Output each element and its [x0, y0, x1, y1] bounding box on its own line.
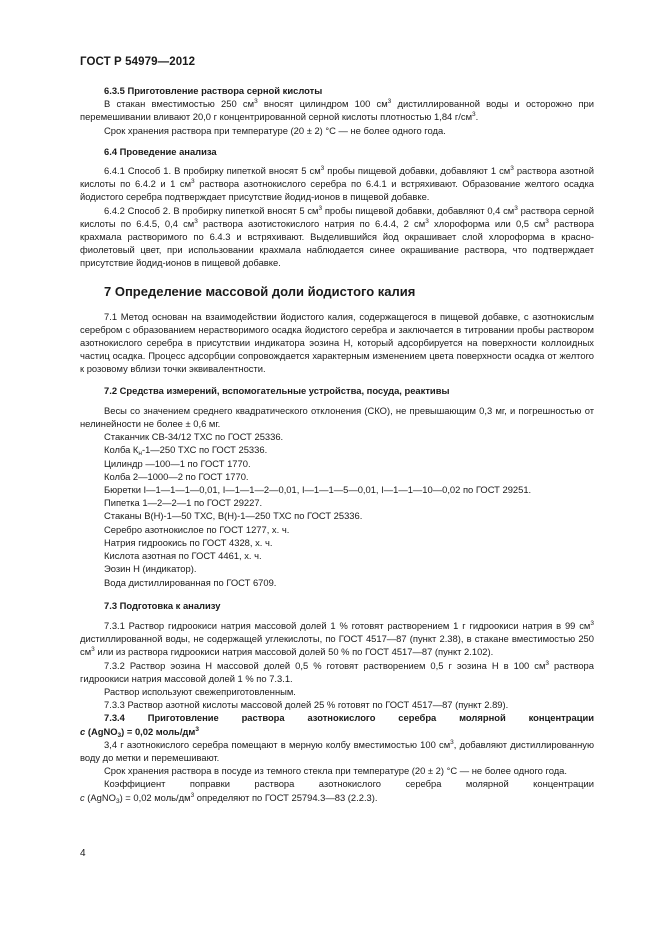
list-item: Колба $К_н-1—250$ ТХС по ГОСТ 25336. [104, 444, 268, 458]
document-body [80, 84, 594, 804]
list-item: Стаканы В(Н)-1—50 ТХС, В(Н)-1—250 ТХС по ГОСТ 25336. [104, 510, 363, 522]
paragraph: 7.1 Метод основан на взаимодействии йодистого калия, содержащегося в пищевой добавке, с азотнокислым серебром с образованием нерастворимого осадка йодистого серебра и заключается в титровании пробы раствором азотнокислого серебра в присутствии индикатора эозина Н, который адсорбируется на поверхности коллоидных частиц осадка. Процесс адсорбции сопровождается характерным изменением цвета поверхности осадка от желтого к розовому вблизи точки эквивалентности. [80, 310, 594, 375]
page-number: 4 [80, 848, 86, 859]
paragraph: 7.3.2 Раствор эозина Н массовой долей 0,5 % готовят растворением 0,5 г эозина Н в 100 $см^3$ раствора гидроокиси натрия массовой долей 1 % по 7.3.1. [80, 659, 594, 684]
paragraph: Весы со значением среднего квадратического отклонения (СКО), не превышающим 0,3 мг, и погрешностью от нелинейности не более ± 0,6 мг. [80, 404, 594, 430]
paragraph: Срок хранения раствора при температуре (20 ± 2) °С — не более одного года. [104, 124, 446, 136]
list-item: Эозин Н (индикатор). [104, 563, 197, 575]
section-heading-7-2: 7.2 Средства измерений, вспомогательные устройства, посуда, реактивы [104, 384, 450, 396]
document-header: ГОСТ Р 54979—2012 [80, 56, 196, 68]
paragraph: c (AgNO$_3$) = 0,02 моль/$дм^3$ определяют по ГОСТ 25794.3—83 (2.2.3). [80, 791, 378, 805]
paragraph: 6.4.1 Способ 1. В пробирку пипеткой вносят 5 $см^3$ пробы пищевой добавки, добавляют 1 $см^3$ раствора азотной кислоты по 6.4.2 и 1 $см^3$ раствора азотнокислого серебра по 6.4.1 и встряхивают. Образование желтого осадка йодистого серебра подтверждает присутствие йодид-ионов в пищевой добавке. [80, 165, 594, 203]
list-item: Бюретки I—1—1—1—0,01, I—1—1—2—0,01, I—1—1—5—0,01, I—1—1—10—0,02 по ГОСТ 29251. [104, 484, 532, 496]
subsection-heading-7-3-4: 7.3.4 Приготовление раствора азотнокислого серебра молярной концентрации [104, 712, 594, 724]
paragraph: 7.3.3 Раствор азотной кислоты массовой долей 25 % готовят по ГОСТ 4517—87 (пункт 2.89). [104, 699, 509, 711]
paragraph: Срок хранения раствора в посуде из темного стекла при температуре (20 ± 2) °С — не более одного года. [104, 765, 568, 777]
list-item: Вода дистиллированная по ГОСТ 6709. [104, 576, 277, 588]
paragraph: 7.3.1 Раствор гидроокиси натрия массовой долей 1 % готовят растворением 1 г гидроокиси натрия в 99 $см^3$ дистиллированной воды, не содержащей углекислоты, по ГОСТ 4517—87 (пункт 2.38), в стакане вместимостью 250 $см^3$ или из раствора гидроокиси натрия массовой долей 50 % по ГОСТ 4517—87 (пункт 2.102). [80, 619, 594, 658]
list-item: Цилиндр —100—1 по ГОСТ 1770. [104, 457, 251, 469]
list-item: Пипетка 1—2—2—1 по ГОСТ 29227. [104, 497, 263, 509]
paragraph: В стакан вместимостью 250 $см^3$ вносят цилиндром 100 $см^3$ дистиллированной воды и осторожно при перемешивании вливают 20,0 г концентрированной серной кислоты плотностью 1,84 $г/см^3$. [80, 98, 595, 123]
section-heading-6-4: 6.4 Проведение анализа [104, 145, 217, 157]
list-item: Натрия гидроокись по ГОСТ 4328, х. ч. [104, 536, 273, 548]
list-item: Стаканчик СВ-34/12 ТХС по ГОСТ 25336. [104, 431, 284, 443]
paragraph: 6.4.2 Способ 2. В пробирку пипеткой вносят 5 $см^3$ пробы пищевой добавки, добавляют 0,4 $см^3$ раствора серной кислоты по 6.4.5, 0,4 $см^3$ раствора азотистокислого натрия по 6.4.4, 2 $см^3$ хлороформа или 0,5 $см^3$ раствора крахмала растворимого по 6.4.3 и встряхивают. Выделившийся йод окрашивает слой хлороформа в красно-фиолетовый цвет, при использовании крахмала наблюдается синее окрашивание раствора, что подтверждает присутствие йодид-ионов в пищевой добавке. [80, 204, 594, 269]
section-heading-7: 7 Определение массовой доли йодистого калия [104, 283, 416, 299]
list-item: Серебро азотнокислое по ГОСТ 1277, х. ч. [104, 523, 290, 535]
paragraph: Коэффициент поправки раствора азотнокислого серебра молярной концентрации [104, 778, 594, 790]
paragraph: 3,4 г азотнокислого серебра помещают в мерную колбу вместимостью 100 $см^3$, добавляют дистиллированную воду до метки и перемешивают. [80, 738, 594, 763]
section-heading-7-3: 7.3 Подготовка к анализу [104, 599, 221, 611]
section-heading-6-3-5: 6.3.5 Приготовление раствора серной кислоты [104, 85, 323, 96]
subsection-heading-7-3-4-formula: c (AgNO$_3$) = 0,02 моль/$дм^3$ [80, 725, 199, 739]
list-item: Кислота азотная по ГОСТ 4461, х. ч. [104, 550, 262, 562]
paragraph: Раствор используют свежеприготовленным. [104, 685, 296, 697]
list-item: Колба 2—1000—2 по ГОСТ 1770. [104, 470, 249, 482]
